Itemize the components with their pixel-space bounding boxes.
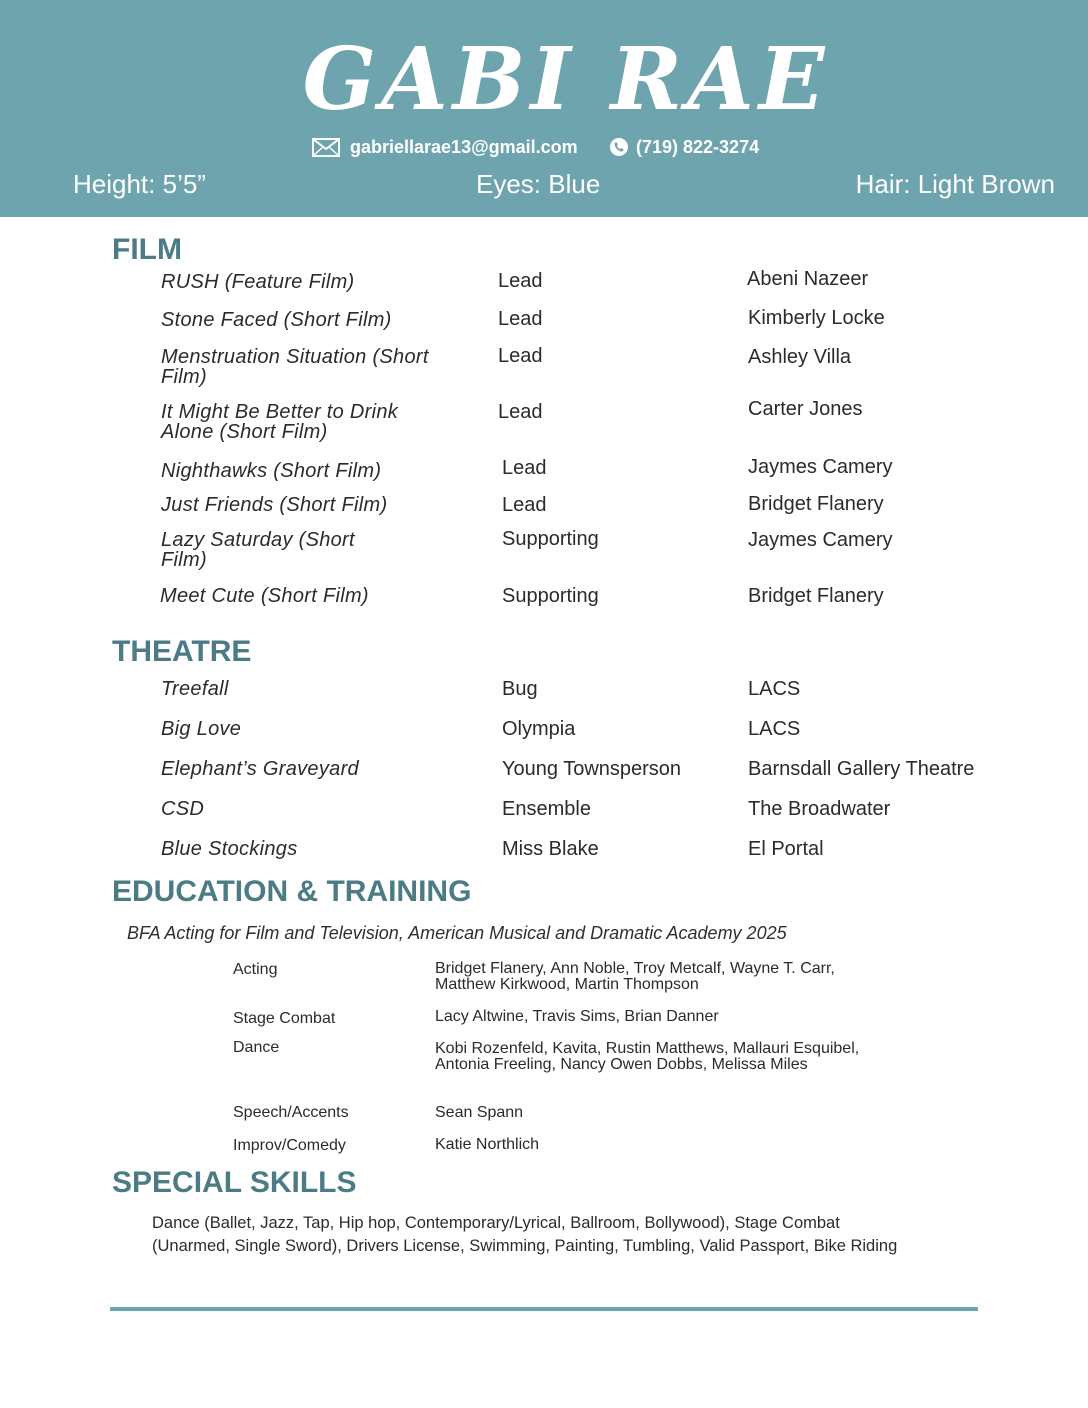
theatre-role: Bug xyxy=(502,678,538,700)
film-role: Lead xyxy=(498,270,543,292)
training-subject: Acting xyxy=(233,961,278,978)
training-teachers: Katie Northlich xyxy=(435,1136,540,1153)
footer-divider xyxy=(110,1307,978,1311)
header-banner xyxy=(0,0,1088,217)
film-role: Lead xyxy=(498,401,543,423)
film-role: Supporting xyxy=(502,585,599,607)
film-director: Jaymes Camery xyxy=(748,529,893,551)
theatre-venue: El Portal xyxy=(748,838,824,860)
degree-line: BFA Acting for Film and Television, American Musical and Dramatic Academy 2025 xyxy=(127,923,787,943)
film-title: Menstruation Situation (Short Film) xyxy=(161,346,429,388)
film-title: It Might Be Better to Drink Alone (Short Film) xyxy=(161,401,399,443)
film-role: Supporting xyxy=(502,528,599,550)
theatre-role: Miss Blake xyxy=(502,838,599,860)
theatre-role: Ensemble xyxy=(502,798,591,820)
education-heading: EDUCATION & TRAINING xyxy=(112,875,472,908)
training-teachers: Lacy Altwine, Travis Sims, Brian Danner xyxy=(435,1008,719,1025)
training-subject: Dance xyxy=(233,1039,280,1056)
theatre-title: Blue Stockings xyxy=(161,838,298,860)
film-role: Lead xyxy=(498,308,543,330)
email-contact[interactable] xyxy=(312,133,578,161)
height-stat: Height: 5’5” xyxy=(73,169,206,199)
film-title: Nighthawks (Short Film) xyxy=(161,460,382,482)
theatre-venue: LACS xyxy=(748,718,801,740)
phone-icon xyxy=(610,138,628,156)
hair-stat: Hair: Light Brown xyxy=(855,169,1055,199)
film-role: Lead xyxy=(498,345,543,367)
training-subject: Speech/Accents xyxy=(233,1104,349,1121)
film-title: Stone Faced (Short Film) xyxy=(161,309,392,331)
phone-contact[interactable] xyxy=(610,133,759,161)
skills-text: Dance (Ballet, Jazz, Tap, Hip hop, Contemporary/Lyrical, Ballroom, Bollywood), Stage Combat (Unarmed, Single Sword), Drivers License, Swimming, Painting, Tumbling, Valid Passport, Bike Riding xyxy=(152,1214,898,1255)
film-director: Bridget Flanery xyxy=(748,493,884,515)
theatre-venue: The Broadwater xyxy=(748,798,891,820)
theatre-heading: THEATRE xyxy=(112,635,252,668)
theatre-role: Young Townsperson xyxy=(502,758,682,780)
training-teachers: Kobi Rozenfeld, Kavita, Rustin Matthews, Mallauri Esquibel, Antonia Freeling, Nancy Owen Dobbs, Melissa Miles xyxy=(435,1040,860,1073)
film-director: Carter Jones xyxy=(748,398,863,420)
theatre-title: Elephant’s Graveyard xyxy=(161,758,359,780)
theatre-venue: LACS xyxy=(748,678,801,700)
phone-text[interactable]: (719) 822-3274 xyxy=(636,136,760,157)
training-teachers: Bridget Flanery, Ann Noble, Troy Metcalf, Wayne T. Carr, Matthew Kirkwood, Martin Thompson xyxy=(435,960,835,993)
theatre-venue: Barnsdall Gallery Theatre xyxy=(748,758,975,780)
film-role: Lead xyxy=(502,494,547,516)
film-heading: FILM xyxy=(112,233,182,266)
theatre-title: Big Love xyxy=(161,718,242,740)
film-title: RUSH (Feature Film) xyxy=(161,271,355,293)
film-director: Ashley Villa xyxy=(748,346,852,368)
eyes-stat: Eyes: Blue xyxy=(476,169,601,199)
training-subject: Improv/Comedy xyxy=(233,1137,346,1154)
actor-name: GABI RAE xyxy=(302,29,830,130)
email-text[interactable]: gabriellarae13@gmail.com xyxy=(350,136,578,157)
skills-heading: SPECIAL SKILLS xyxy=(112,1166,357,1199)
film-director: Kimberly Locke xyxy=(748,307,885,329)
training-subject: Stage Combat xyxy=(233,1010,336,1027)
envelope-icon xyxy=(312,138,340,157)
film-director: Abeni Nazeer xyxy=(747,268,869,290)
film-director: Bridget Flanery xyxy=(748,585,884,607)
film-title: Meet Cute (Short Film) xyxy=(160,585,369,607)
theatre-title: Treefall xyxy=(161,678,229,700)
training-teachers: Sean Spann xyxy=(435,1104,524,1121)
theatre-title: CSD xyxy=(161,798,205,820)
film-director: Jaymes Camery xyxy=(748,456,893,478)
theatre-role: Olympia xyxy=(502,718,576,740)
film-title: Just Friends (Short Film) xyxy=(161,494,388,516)
film-title: Lazy Saturday (Short Film) xyxy=(161,529,355,571)
film-role: Lead xyxy=(502,457,547,479)
